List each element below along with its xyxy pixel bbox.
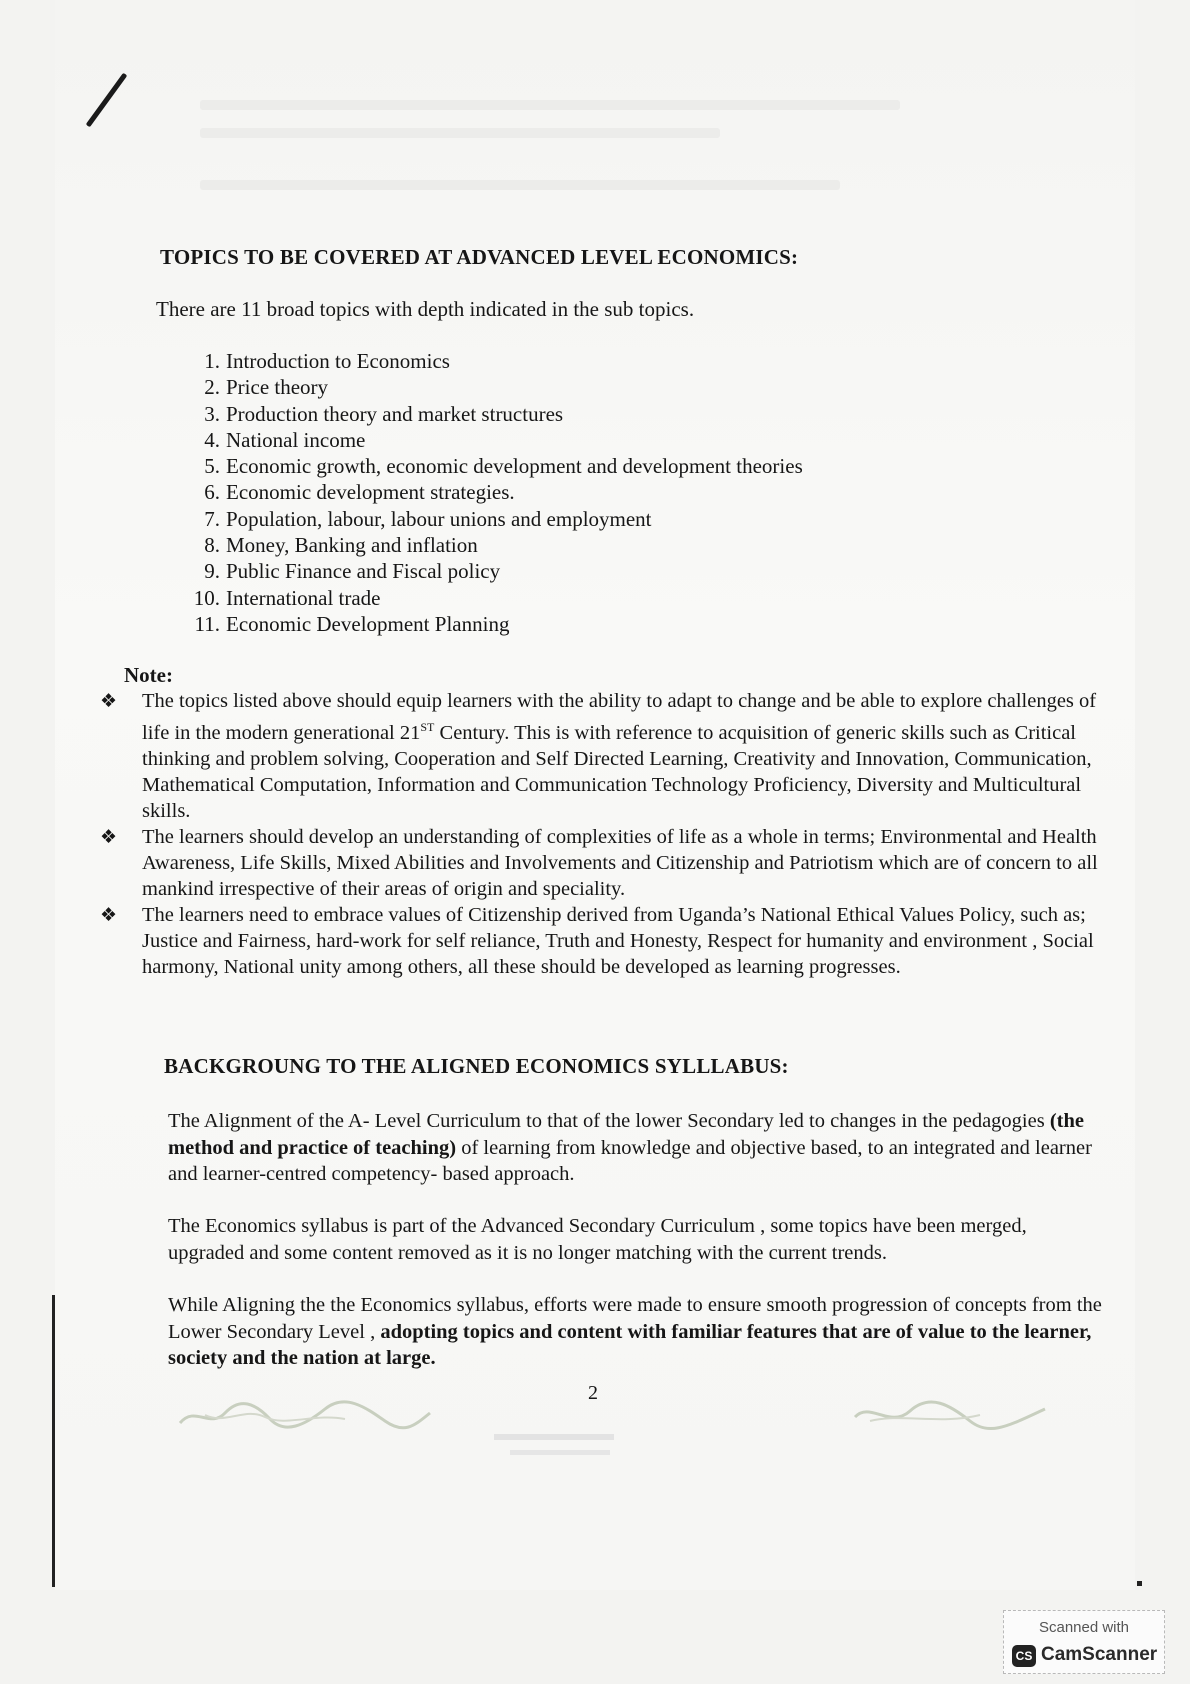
list-item: 3. Production theory and market structures bbox=[204, 401, 564, 426]
topics-intro: There are 11 broad topics with depth indicated in the sub topics. bbox=[156, 297, 695, 321]
bleed-through-mark bbox=[200, 100, 900, 110]
page-number: 2 bbox=[588, 1382, 598, 1404]
list-item: 10. International trade bbox=[193, 585, 381, 610]
background-paragraph-1: The Alignment of the A- Level Curriculum to that of the lower Secondary led to changes in the pedagogies (the method and practice of teaching) of learning from knowledge and objective based, to an integrated and learner and learner-centred competency- based approach. bbox=[168, 1110, 1092, 1185]
list-item: 11. Economic Development Planning bbox=[194, 611, 510, 636]
scan-dot bbox=[1137, 1581, 1142, 1586]
diamond-bullet-icon: ❖ bbox=[100, 903, 118, 926]
list-item: 5. Economic growth, economic development and development theories bbox=[204, 454, 803, 479]
note-label: Note: bbox=[124, 663, 173, 687]
list-item: 2. Price theory bbox=[204, 375, 329, 400]
list-item: ❖ The learners need to embrace values of Citizenship derived from Uganda’s National Ethical Values Policy, such as; Justice and Fairness, hard-work for self reliance, Truth and Honesty, Respect for humanity and environment , Social harmony, National unity among others, all these should be developed as learning progresses. bbox=[100, 903, 1094, 978]
signature-right bbox=[850, 1395, 1050, 1435]
list-item: 9. Public Finance and Fiscal policy bbox=[204, 559, 501, 584]
list-item: 1. Introduction to Economics bbox=[204, 349, 450, 373]
list-item: ❖ The learners should develop an understanding of complexities of life as a whole in terms; Environmental and Health Awareness, Life Skills, Mixed Abilities and Involvements and Citizenship and Patriotism which are of concern to all mankind irrespective of their areas of origin and speciality. bbox=[100, 825, 1098, 900]
scan-edge-line bbox=[52, 1295, 55, 1587]
topics-list bbox=[178, 348, 803, 637]
bleed-through-mark bbox=[200, 180, 840, 190]
note-bullets bbox=[100, 688, 1110, 980]
bleed-through-mark bbox=[200, 128, 720, 138]
background-paragraph-3: While Aligning the the Economics syllabus, efforts were made to ensure smooth progression of concepts from the Lower Secondary Level , adopting topics and content with familiar features that are of value to the learner, society and the nation at large. bbox=[168, 1294, 1102, 1369]
list-item: 4. National income bbox=[204, 427, 366, 452]
topics-heading: TOPICS TO BE COVERED AT ADVANCED LEVEL ECONOMICS: bbox=[160, 245, 799, 269]
faint-stamp bbox=[490, 1428, 630, 1462]
camscanner-name: CamScanner bbox=[1041, 1644, 1158, 1665]
background-heading: BACKGROUNG TO THE ALIGNED ECONOMICS SYLLLABUS: bbox=[164, 1054, 789, 1078]
list-item: ❖ The topics listed above should equip learners with the ability to adapt to change and be able to explore challenges of life in the modern generational 21ST Century. This is with reference to acquisition of generic skills such as Critical thinking and problem solving, Cooperation and Self Directed Learning, Creativity and Innovation, Communication, Mathematical Computation, Information and Communication Technology Proficiency, Diversity and Multicultural skills. bbox=[100, 690, 1097, 822]
scanned-with-text: Scanned with bbox=[1038, 1619, 1130, 1636]
list-item: 7. Population, labour, labour unions and employment bbox=[204, 506, 652, 531]
list-item: 6. Economic development strategies. bbox=[204, 480, 515, 505]
diamond-bullet-icon: ❖ bbox=[100, 690, 118, 712]
signature-left bbox=[175, 1395, 435, 1435]
camscanner-logo-icon: CS bbox=[1012, 1645, 1036, 1667]
camscanner-watermark bbox=[1003, 1610, 1165, 1674]
list-item: 8. Money, Banking and inflation bbox=[204, 533, 478, 558]
background-paragraph-2: The Economics syllabus is part of the Advanced Secondary Curriculum , some topics have been merged, upgraded and some content removed as it is no longer matching with the current trends. bbox=[168, 1215, 1027, 1264]
diamond-bullet-icon: ❖ bbox=[100, 825, 118, 848]
